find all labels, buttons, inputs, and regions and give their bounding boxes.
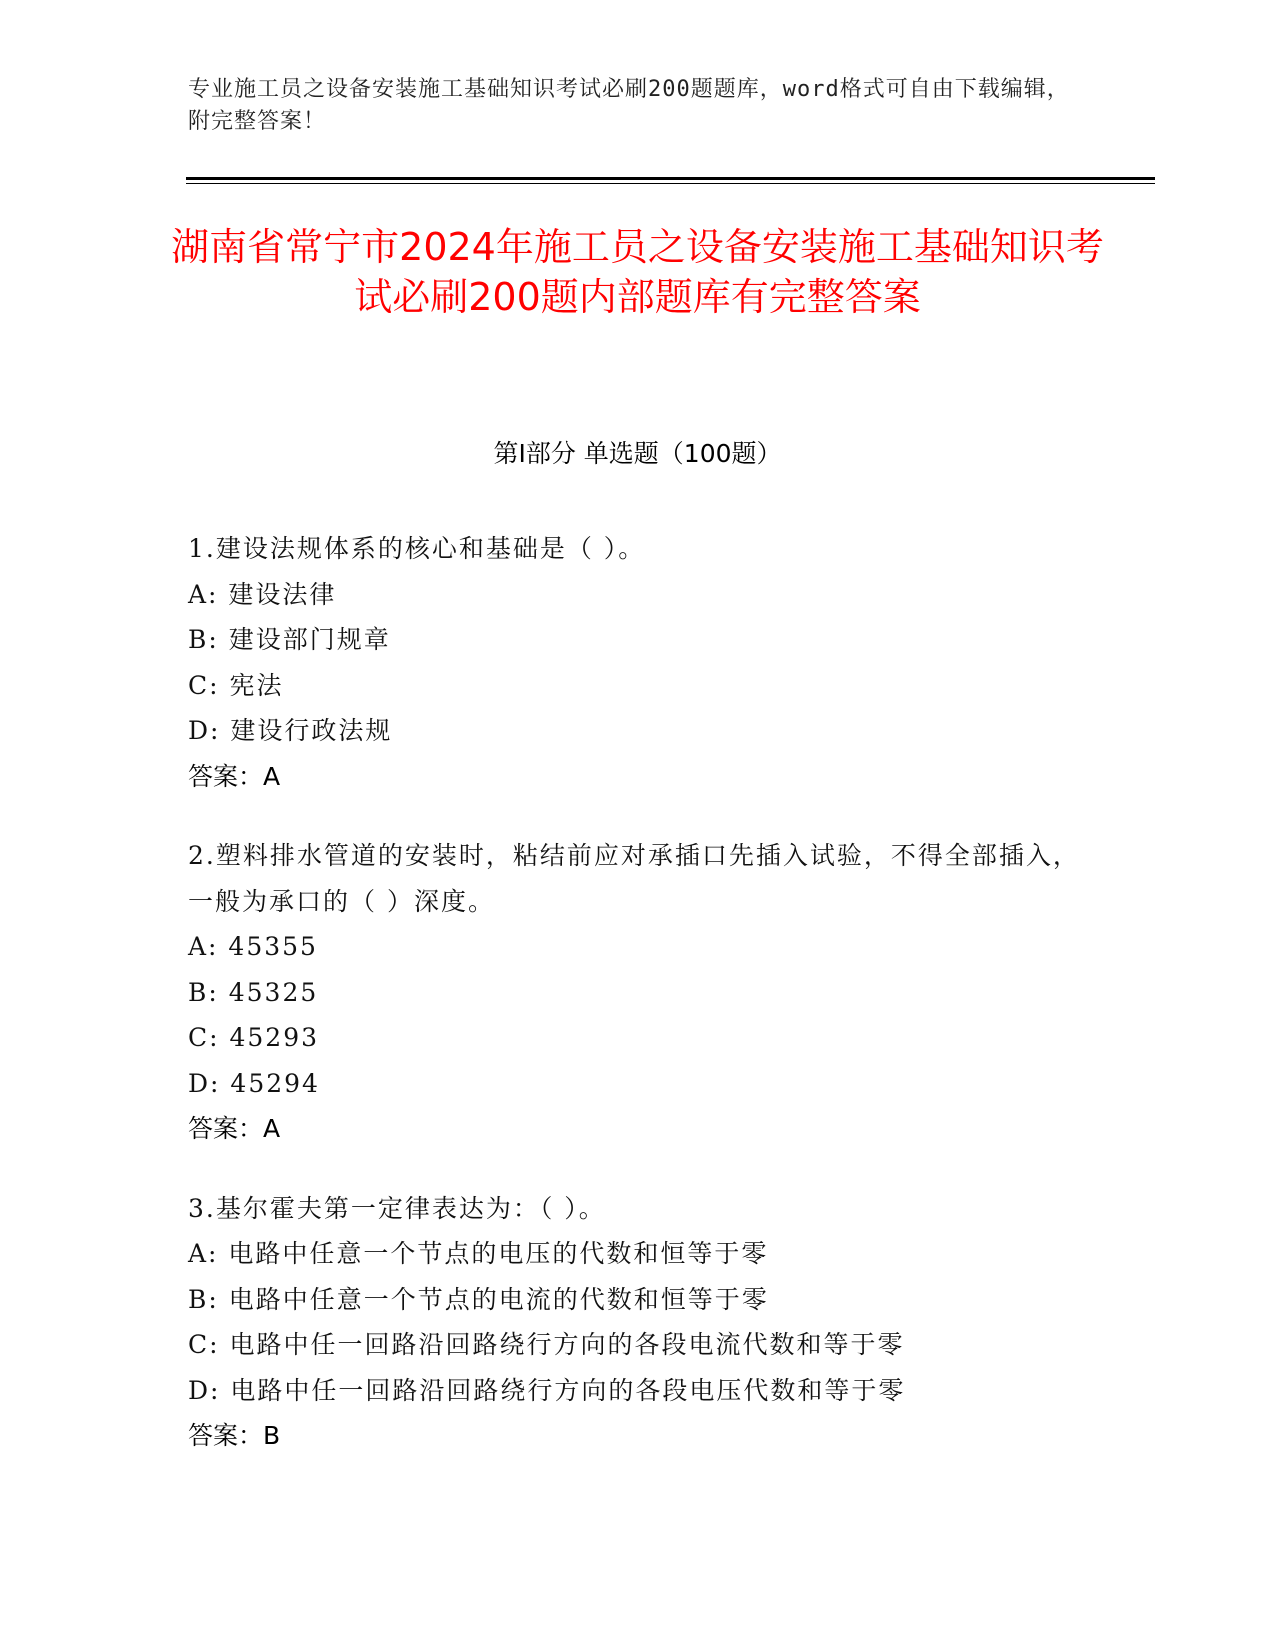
option-c: C: 45293 <box>188 1023 320 1052</box>
option-b: B: 建设部门规章 <box>188 625 391 654</box>
option-d: D: 45294 <box>188 1068 320 1098</box>
document-title: 湖南省常宁市2024年施工员之设备安装施工基础知识考试必刷200题内部题库有完整答案 <box>171 225 1104 319</box>
option-c: C: 电路中任一回路沿回路绕行方向的各段电流代数和等于零 <box>188 1330 905 1359</box>
option-a: A: 电路中任意一个节点的电压的代数和恒等于零 <box>188 1239 769 1268</box>
answer: 答案：B <box>188 1421 281 1450</box>
answer: 答案：A <box>188 1114 281 1143</box>
question-3 <box>188 1186 1088 1459</box>
question-2 <box>188 833 1088 1152</box>
question-1 <box>188 526 1088 799</box>
question-list <box>188 526 1088 1493</box>
answer: 答案：A <box>188 761 281 791</box>
option-a: A: 建设法律 <box>188 579 337 609</box>
option-d: D: 电路中任一回路沿回路绕行方向的各段电压代数和等于零 <box>188 1375 906 1405</box>
question-text: 3.基尔霍夫第一定律表达为：（ ）。 <box>188 1193 606 1223</box>
header-divider-thin <box>186 183 1155 184</box>
header-divider-thick <box>186 177 1155 180</box>
question-text: 1.建设法规体系的核心和基础是（ ）。 <box>188 534 646 563</box>
option-a: A: 45355 <box>188 932 318 961</box>
option-c: C: 宪法 <box>188 670 284 700</box>
question-text: 2.塑料排水管道的安装时，粘结前应对承插口先插入试验，不得全部插入，一般为承口的（ ）深度。 <box>188 841 1080 916</box>
option-b: B: 电路中任意一个节点的电流的代数和恒等于零 <box>188 1284 769 1314</box>
option-b: B: 45325 <box>188 977 319 1007</box>
section-heading: 第I部分 单选题（100题） <box>493 439 782 468</box>
header-note: 专业施工员之设备安装施工基础知识考试必刷200题题库，word格式可自由下载编辑，附完整答案！ <box>188 77 1070 134</box>
option-d: D: 建设行政法规 <box>188 716 393 745</box>
